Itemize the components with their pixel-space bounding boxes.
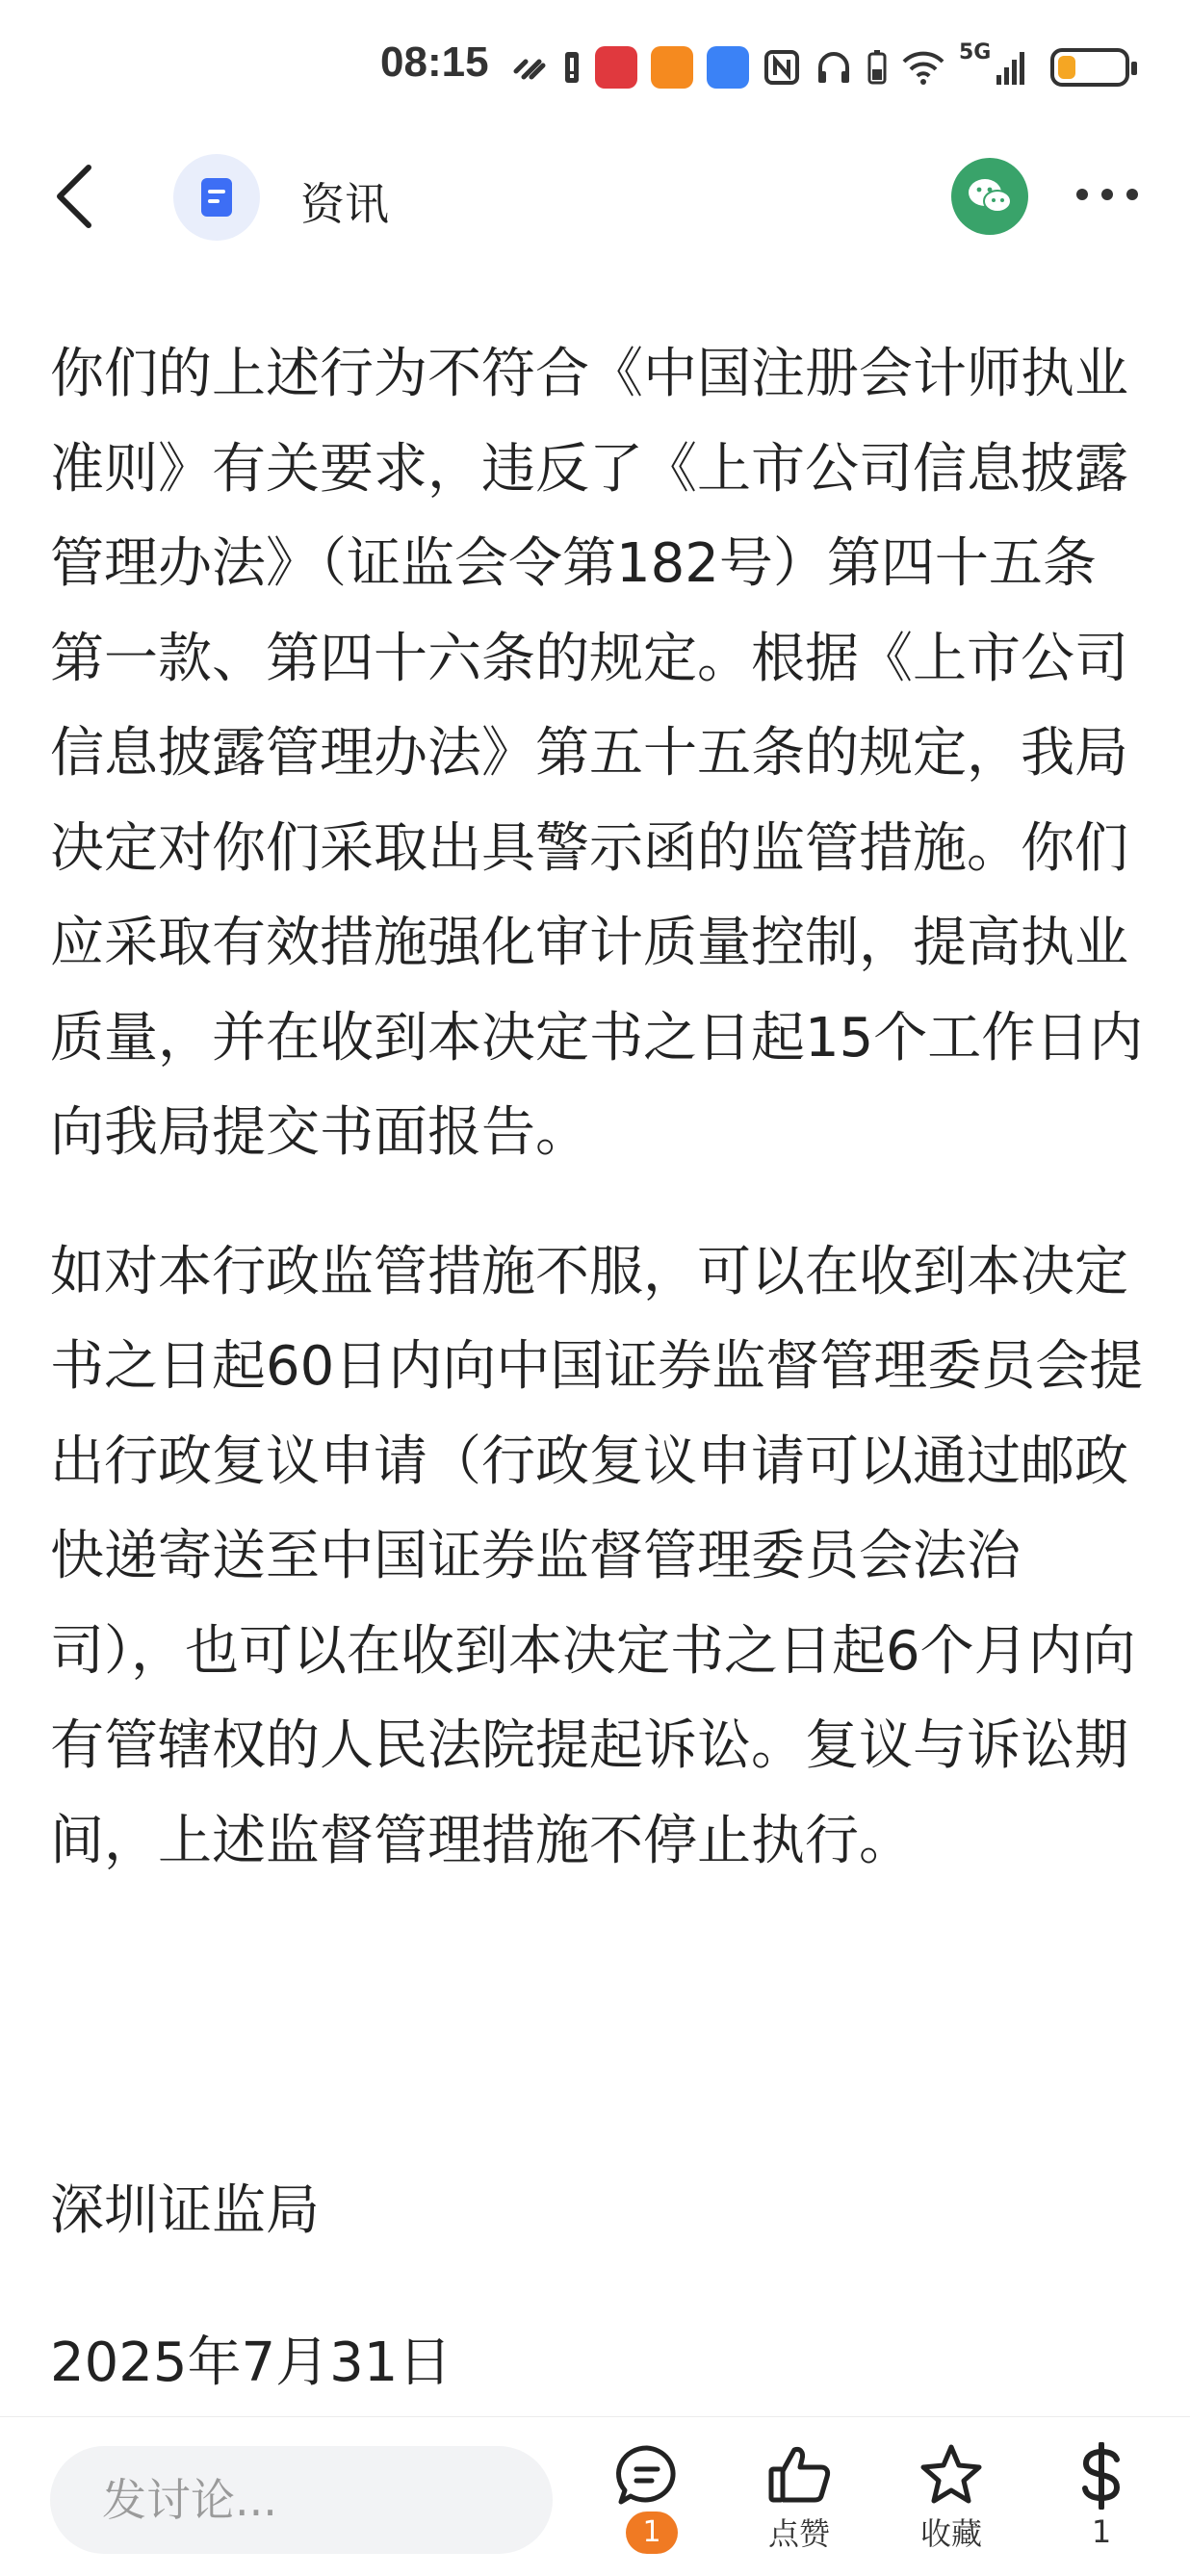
comment-count-badge: 1 (626, 2512, 678, 2554)
page-title[interactable]: 资讯 (300, 178, 389, 230)
dollar-icon (1073, 2442, 1130, 2510)
back-icon[interactable] (46, 160, 104, 233)
comments-button[interactable] (599, 2442, 695, 2567)
like-label: 点赞 (767, 2515, 830, 2552)
wifi-icon (901, 48, 945, 87)
headphones-icon (815, 48, 853, 87)
status-icons (510, 40, 1129, 94)
signature: 深圳证监局 (50, 2179, 320, 2242)
store-app-icon (707, 46, 749, 89)
more-dots-icon (1076, 189, 1088, 200)
battery-icon (1050, 48, 1129, 87)
bottom-action-bar (0, 2416, 1190, 2576)
alert-icon (562, 48, 582, 87)
signal-icon (995, 48, 1029, 87)
video-app-icon (651, 46, 693, 89)
channel-avatar[interactable] (173, 154, 260, 241)
device-battery-icon (867, 48, 888, 87)
status-bar (0, 0, 1190, 135)
star-icon (918, 2442, 985, 2506)
like-button[interactable] (751, 2442, 847, 2567)
article-body (50, 327, 1148, 1889)
issue-date: 2025年7月31日 (50, 2331, 453, 2394)
news-app-icon (595, 46, 637, 89)
nfc-icon (763, 48, 801, 87)
reward-count: 1 (1091, 2513, 1112, 2550)
article-paragraph: 如对本行政监管措施不服，可以在收到本决定书之日起60日内向中国证券监督管理委员会提出行政复议申请（行政复议申请可以通过邮政快递寄送至中国证券监督管理委员会法治司），也可以在收到本决定书之日起6个月内向有管辖权的人民法院提起诉讼。复议与诉讼期间，上述监督管理措施不停止执行。 (50, 1240, 1144, 1872)
wechat-share-button[interactable] (951, 158, 1028, 235)
comment-icon (613, 2442, 681, 2510)
favorite-button[interactable] (903, 2442, 999, 2567)
reward-button[interactable] (1053, 2442, 1150, 2567)
article-paragraph: 你们的上述行为不符合《中国注册会计师执业准则》有关要求，违反了《上市公司信息披露管理办法》（证监会令第182号）第四十五条第一款、第四十六条的规定。根据《上市公司信息披露管理办法》第五十五条的规定，我局决定对你们采取出具警示函的监管措施。你们应采取有效措施强化审计质量控制，提高执业质量，并在收到本决定书之日起15个工作日内向我局提交书面报告。 (50, 343, 1144, 1164)
top-nav (0, 135, 1190, 255)
battery-level (1058, 56, 1075, 79)
thumbs-up-icon (765, 2442, 833, 2506)
wechat-icon (966, 176, 1014, 217)
link-icon (510, 48, 549, 87)
more-options-button[interactable] (1076, 185, 1138, 204)
network-type: 5G (959, 40, 992, 64)
favorite-label: 收藏 (919, 2515, 982, 2552)
comment-input[interactable] (50, 2446, 553, 2554)
status-time: 08:15 (380, 39, 489, 86)
doc-icon (201, 178, 232, 217)
